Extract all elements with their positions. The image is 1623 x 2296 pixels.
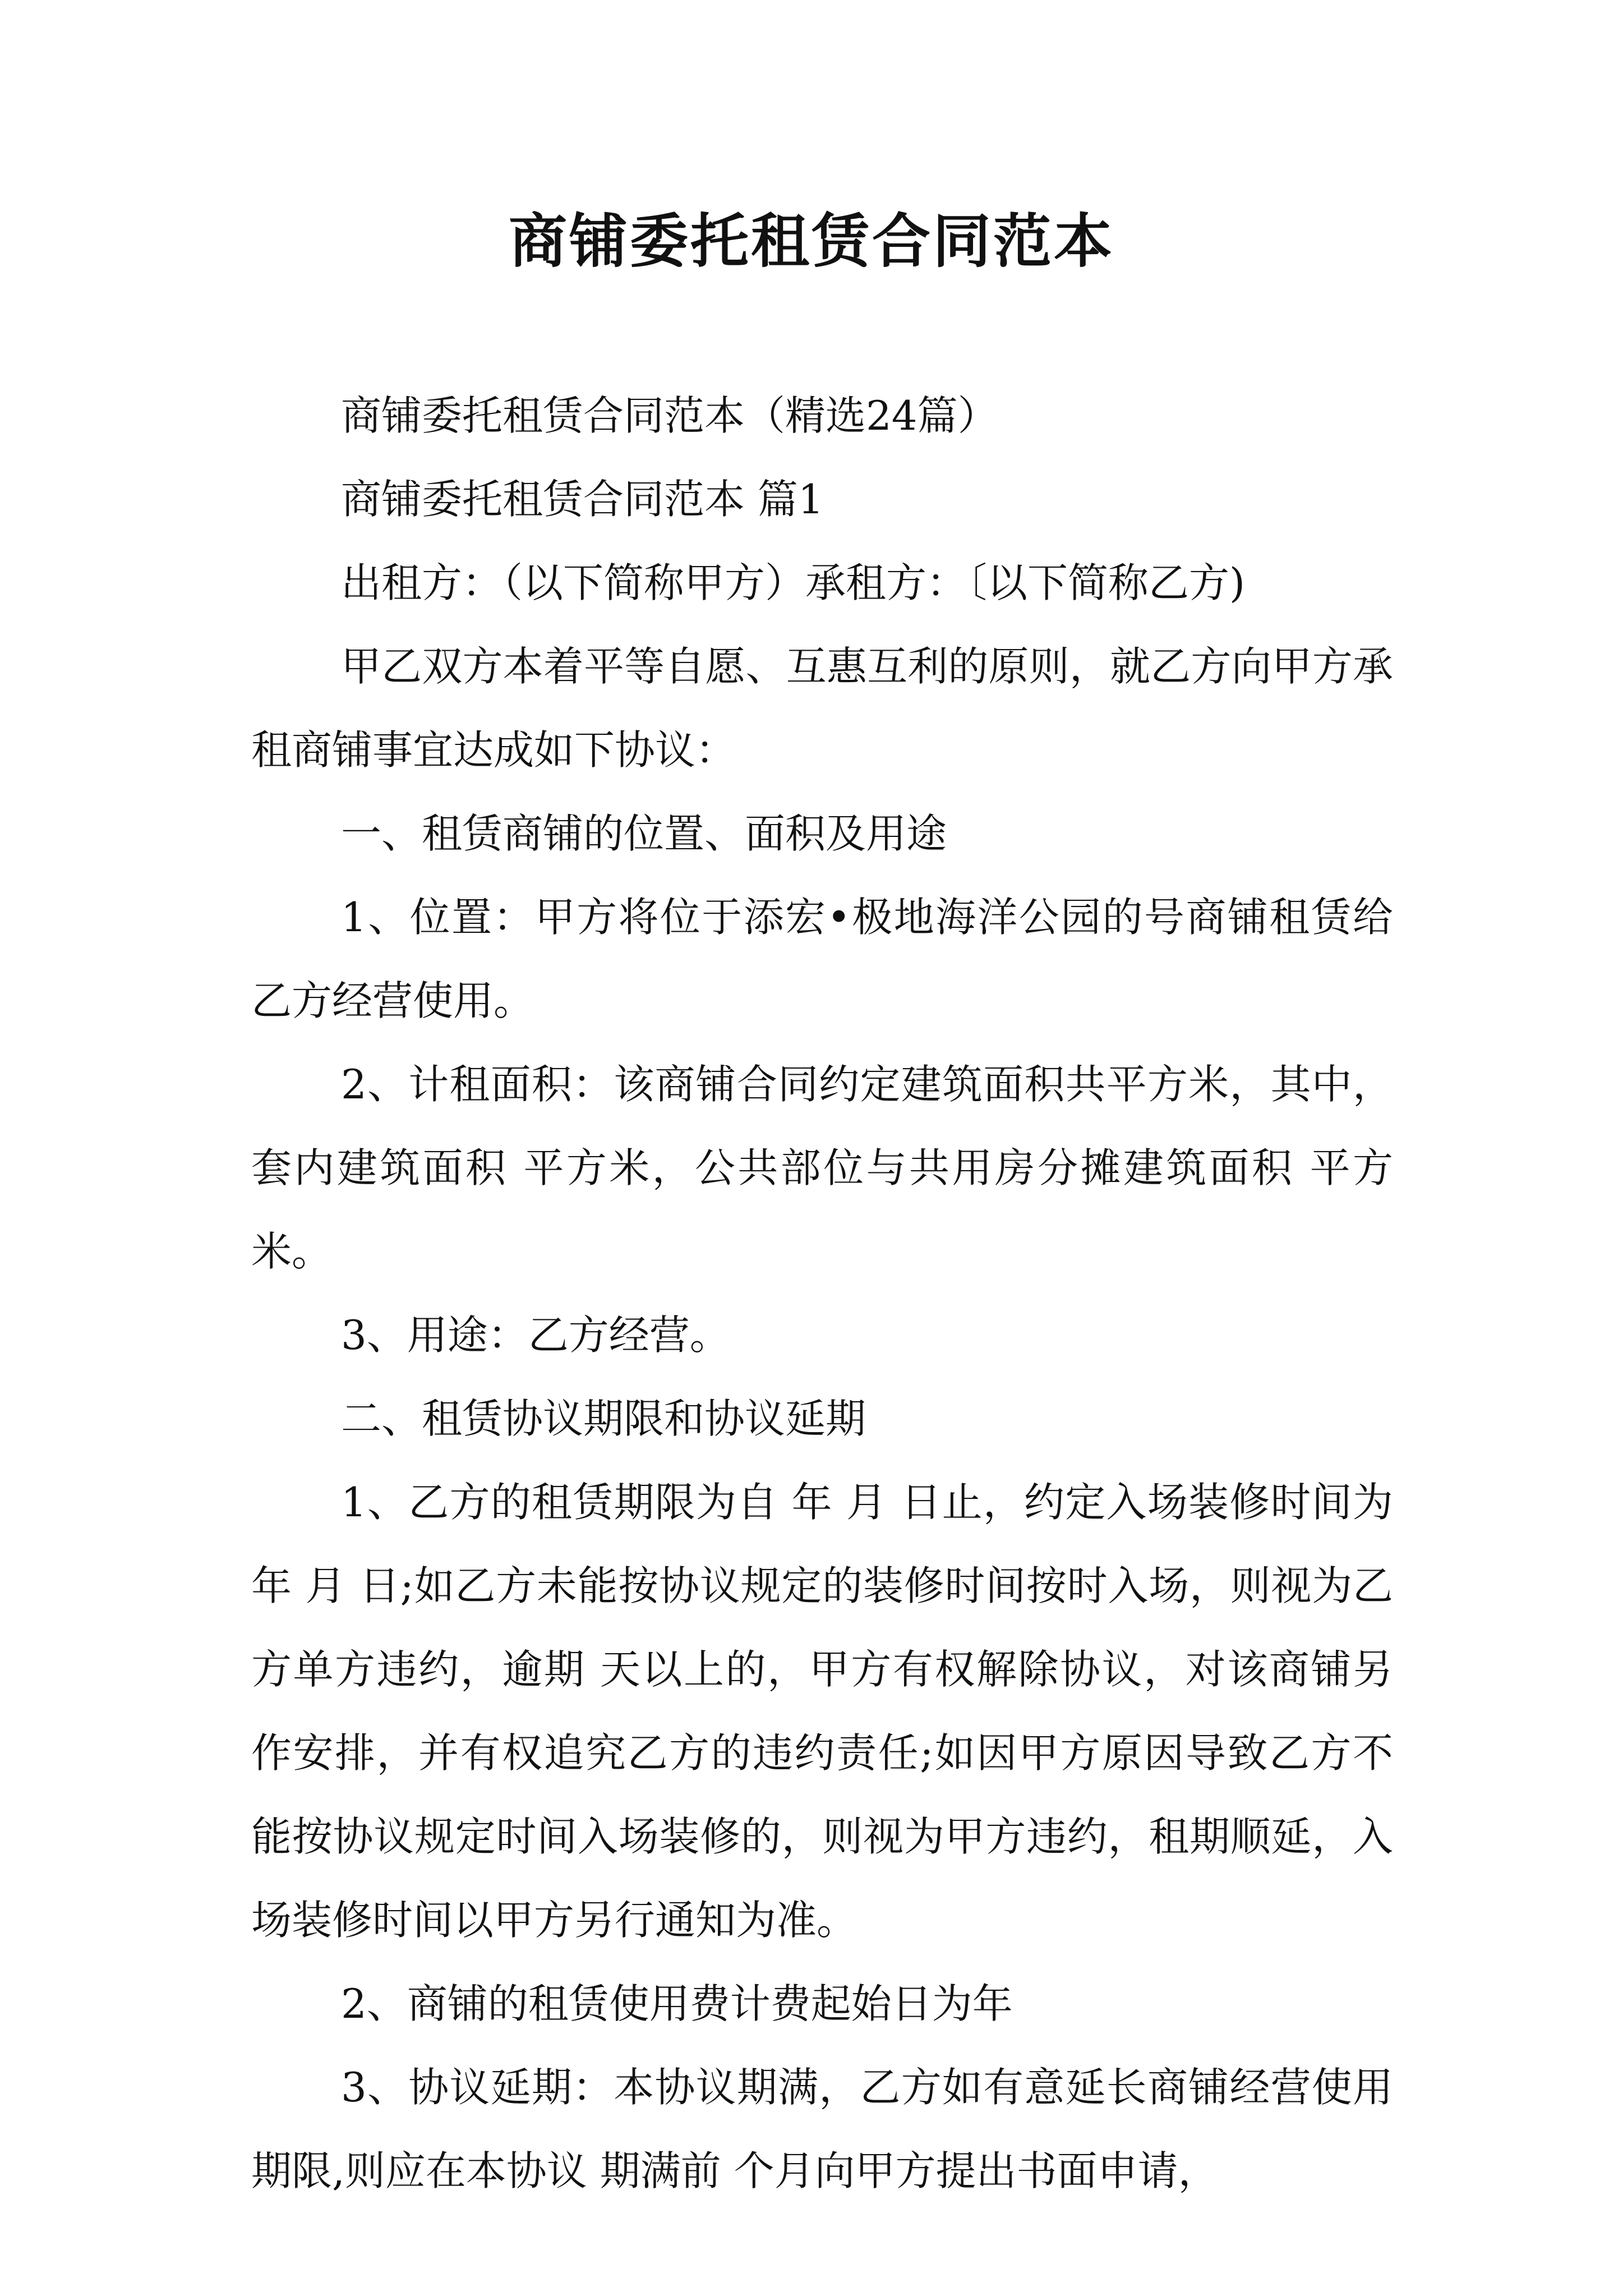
paragraph-section-heading: 商铺委托租赁合同范本 篇1 xyxy=(341,476,824,523)
document-body xyxy=(251,374,1393,2213)
paragraph-clause-1-1: 1、位置：甲方将位于添宏•极地海洋公园的号商铺租赁给乙方经营使用。 xyxy=(251,894,1393,1024)
paragraph-clause-2-heading: 二、租赁协议期限和协议延期 xyxy=(341,1395,866,1442)
document-title: 商铺委托租赁合同范本 xyxy=(508,206,1114,275)
paragraph-clause-1-heading: 一、租赁商铺的位置、面积及用途 xyxy=(341,810,947,857)
paragraph-clause-2-3: 3、协议延期：本协议期满，乙方如有意延长商铺经营使用期限,则应在本协议 期满前 个月向甲方提出书面申请， xyxy=(251,2064,1393,2194)
paragraph-preamble: 甲乙双方本着平等自愿、互惠互利的原则，就乙方向甲方承租商铺事宜达成如下协议： xyxy=(251,643,1393,774)
paragraph-clause-2-1: 1、乙方的租赁期限为自 年 月 日止，约定入场装修时间为 年 月 日;如乙方未能按协议规定的装修时间按时入场，则视为乙方单方违约，逾期 天以上的，甲方有权解除协议，对该商铺另作安排，并有权追究乙方的违约责任;如因甲方原因导致乙方不能按协议规定时间入场装修的，则视为甲方违约，租期顺延，入场装修时间以甲方另行通知为准。 xyxy=(251,1479,1393,1944)
paragraph-parties: 出租方：（以下简称甲方）承租方：〔以下简称乙方) xyxy=(341,559,1246,606)
paragraph-clause-1-2: 2、计租面积：该商铺合同约定建筑面积共平方米，其中，套内建筑面积 平方米，公共部位与共用房分摊建筑面积 平方米。 xyxy=(251,1061,1393,1275)
paragraph-subtitle: 商铺委托租赁合同范本（精选24篇） xyxy=(341,392,998,439)
paragraph-clause-2-2: 2、商铺的租赁使用费计费起始日为年 xyxy=(341,1980,1013,2027)
paragraph-clause-1-3: 3、用途：乙方经营。 xyxy=(341,1312,730,1359)
